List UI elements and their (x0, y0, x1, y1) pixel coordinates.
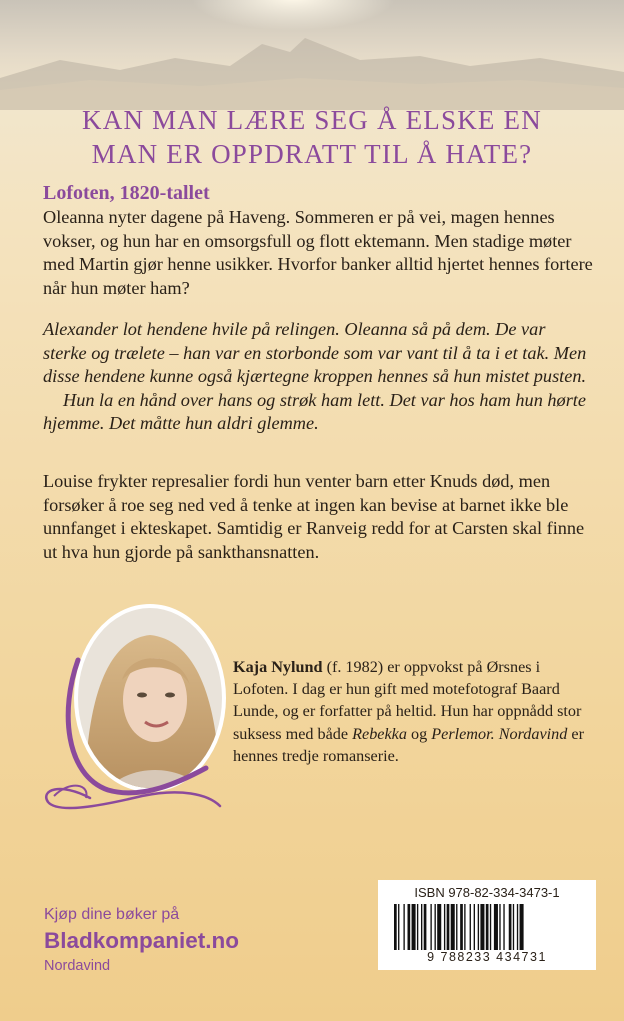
bio-text-1: (f. 1982) er oppvokst på Ørsnes i Lofoten. I dag er hun gift med motefotograf Baard Lunde, og er forfatter på heltid. Hun har oppnådd stor suksess med både (233, 658, 582, 743)
series-title-nordavind: Nordavind (498, 724, 568, 743)
author-bio (233, 656, 598, 767)
promo-line: Kjøp dine bøker på (44, 906, 180, 923)
bio-text-2: og (406, 724, 432, 743)
isbn-label: ISBN 978-82-334-3473-1 (414, 885, 560, 900)
headline (40, 103, 584, 171)
series-name: Nordavind (44, 958, 111, 974)
headline-line-2: MAN ER OPPDRATT TIL Å HATE? (91, 139, 533, 169)
book-title-rebekka: Rebekka (352, 724, 407, 743)
ean-number: 9 788233 434731 (427, 950, 547, 964)
barcode-icon (392, 904, 582, 950)
mountain-landscape-image (0, 0, 624, 110)
author-name: Kaja Nylund (233, 658, 323, 676)
excerpt-paragraph-2: Hun la en hånd over hans og strøk ham lett. Det var hos ham hun hørte hjemme. Det måtte hun aldri glemme. (43, 389, 586, 434)
publisher-website-link[interactable]: Bladkompaniet.no (44, 928, 240, 953)
publisher-promo (44, 904, 239, 976)
bio-text-4: er hennes tredje romanserie. (233, 724, 584, 765)
isbn-barcode-box (378, 880, 596, 970)
story-paragraph: Louise frykter represalier fordi hun venter barn etter Knuds død, men forsøker å roe seg ned ved å tenke at ingen kan bevise at barnet ikke ble unnfanget i ekteskapet. Samtidig er Ranveig redd for at Carsten skal finne ut hva hun gjorde på sankthansnatten. (43, 471, 585, 562)
excerpt-paragraph-1: Alexander lot hendene hvile på relingen. Oleanna så på dem. De var sterke og trælete – han var en storbonde som var vant til å ta i et tak. Men disse hendene kunne også kjærtegne kroppen hennes så hun mistet pusten. (43, 319, 587, 387)
excerpt (43, 318, 593, 436)
headline-line-1: KAN MAN LÆRE SEG Å ELSKE EN (82, 105, 542, 135)
intro-paragraph: Oleanna nyter dagene på Haveng. Sommeren er på vei, magen hennes vokser, og hun har en omsorgsfull og flott ektemann. Men stadige møter med Martin gjør henne usikker. Hvorfor banker alltid hjertet hennes fortere når hun møter ham? (43, 207, 593, 298)
book-title-perlemor: Perlemor. (431, 724, 495, 743)
setting-subtitle: Lofoten, 1820-tallet (43, 182, 210, 204)
author-portrait (30, 600, 235, 820)
